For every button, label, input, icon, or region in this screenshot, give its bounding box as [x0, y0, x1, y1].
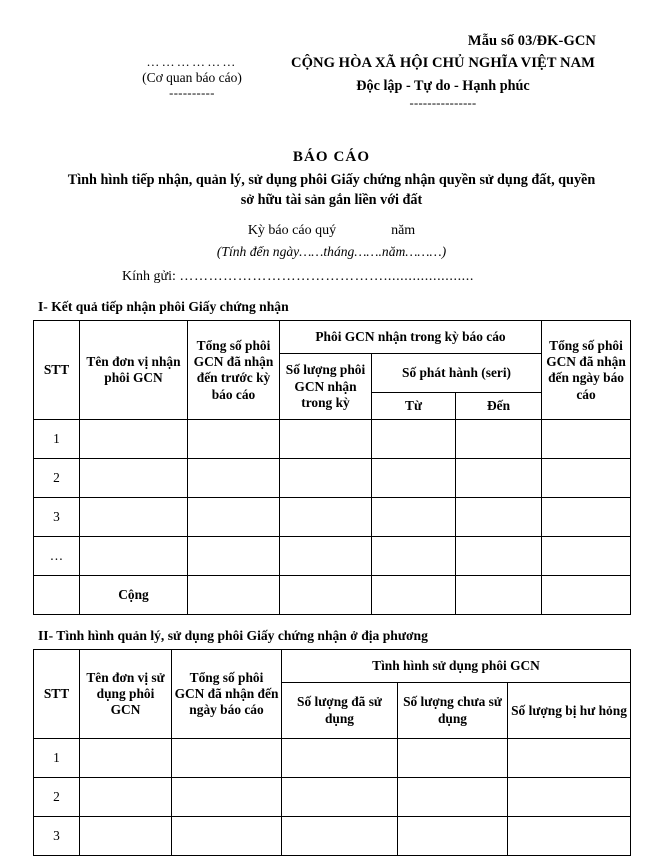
cell-unit-name[interactable] — [80, 817, 172, 856]
cell-stt — [34, 576, 80, 615]
table-row — [34, 817, 631, 856]
th-received-group: Phôi GCN nhận trong kỳ báo cáo — [280, 321, 542, 354]
agency-dotted-rule: ……………… — [146, 54, 238, 69]
cell-damaged[interactable] — [508, 817, 631, 856]
cell-unit-name[interactable] — [80, 537, 188, 576]
cell-unit-name[interactable] — [80, 420, 188, 459]
cell-quantity[interactable] — [280, 459, 372, 498]
cell-total-before[interactable] — [188, 537, 280, 576]
motto-rule: --------------- — [409, 96, 477, 110]
cell-serial-to[interactable] — [456, 537, 542, 576]
country-name: CỘNG HÒA XÃ HỘI CHỦ NGHĨA VIỆT NAM — [290, 55, 595, 71]
title-block — [33, 149, 630, 285]
cell-serial-to[interactable] — [456, 498, 542, 537]
recipient-dotted-blank: ……………………………………...................... — [179, 269, 474, 285]
cell-total-to-date[interactable] — [542, 537, 631, 576]
report-subtitle: Tình hình tiếp nhận, quản lý, sử dụng phôi Giấy chứng nhận quyền sử dụng đất, quyền sở hữu tài sản gắn liền với đất — [67, 172, 596, 209]
cell-stt: 3 — [34, 498, 80, 537]
th-serial-group: Số phát hành (seri) — [372, 354, 542, 393]
national-motto: Độc lập - Tự do - Hạnh phúc — [356, 78, 530, 94]
th-quantity: Số lượng phôi GCN nhận trong kỳ — [280, 354, 372, 420]
cell-unit-name[interactable] — [80, 459, 188, 498]
th-serial-to: Đến — [456, 393, 542, 420]
cell-serial-from[interactable] — [372, 420, 456, 459]
th-unit-name: Tên đơn vị nhận phôi GCN — [80, 321, 188, 420]
document-header — [33, 55, 630, 117]
table-total-row — [34, 576, 631, 615]
cell-serial-to[interactable] — [456, 576, 542, 615]
cell-total-before[interactable] — [188, 498, 280, 537]
th-total-before: Tổng số phôi GCN đã nhận đến trước kỳ báo cáo — [188, 321, 280, 420]
table-receipt-results — [33, 320, 631, 615]
cell-serial-from[interactable] — [372, 537, 456, 576]
th-unit-name: Tên đơn vị sử dụng phôi GCN — [80, 650, 172, 739]
cell-total-before[interactable] — [188, 459, 280, 498]
th-stt: STT — [34, 650, 80, 739]
period-quarter-label: Kỳ báo cáo quý — [247, 223, 337, 239]
cell-quantity[interactable] — [280, 576, 372, 615]
table-body — [34, 420, 631, 615]
as-of-date-line: (Tính đến ngày……tháng…….năm………) — [216, 244, 447, 260]
th-damaged: Số lượng bị hư hỏng — [508, 683, 631, 739]
cell-serial-from[interactable] — [372, 498, 456, 537]
table-usage-status — [33, 649, 631, 856]
form-code: Mẫu số 03/ĐK-GCN — [467, 33, 596, 49]
cell-total-to-date[interactable] — [542, 420, 631, 459]
table-body — [34, 739, 631, 856]
cell-used[interactable] — [282, 817, 398, 856]
section-two-heading: II- Tình hình quản lý, sử dụng phôi Giấy chứng nhận ở địa phương — [38, 628, 428, 644]
table-row — [34, 739, 631, 778]
cell-total-received[interactable] — [172, 817, 282, 856]
cell-serial-from[interactable] — [372, 459, 456, 498]
table-row — [34, 459, 631, 498]
agency-label: (Cơ quan báo cáo) — [142, 69, 242, 85]
cell-stt: 3 — [34, 817, 80, 856]
th-total-received: Tổng số phôi GCN đã nhận đến ngày báo cáo — [172, 650, 282, 739]
report-title: BÁO CÁO — [292, 149, 371, 165]
period-year-label: năm — [391, 223, 416, 239]
cell-unit-name[interactable] — [80, 739, 172, 778]
cell-damaged[interactable] — [508, 739, 631, 778]
table-header-row — [34, 650, 631, 683]
cell-total-to-date[interactable] — [542, 498, 631, 537]
cell-total-to-date[interactable] — [542, 459, 631, 498]
cell-quantity[interactable] — [280, 420, 372, 459]
cell-stt: 2 — [34, 778, 80, 817]
cell-total-received[interactable] — [172, 739, 282, 778]
th-used: Số lượng đã sử dụng — [282, 683, 398, 739]
table-row — [34, 498, 631, 537]
cell-quantity[interactable] — [280, 537, 372, 576]
cell-stt: 2 — [34, 459, 80, 498]
th-stt: STT — [34, 321, 80, 420]
cell-stt: 1 — [34, 739, 80, 778]
recipient-label: Kính gửi: — [122, 269, 176, 285]
cell-quantity[interactable] — [280, 498, 372, 537]
agency-dashed-rule: ---------- — [169, 85, 215, 100]
cell-serial-from[interactable] — [372, 576, 456, 615]
cell-unused[interactable] — [398, 817, 508, 856]
cell-unused[interactable] — [398, 739, 508, 778]
th-unused: Số lượng chưa sử dụng — [398, 683, 508, 739]
national-heading-block — [253, 55, 633, 111]
cell-total-label: Cộng — [80, 576, 188, 615]
table-row — [34, 537, 631, 576]
cell-stt: 1 — [34, 420, 80, 459]
cell-stt: … — [34, 537, 80, 576]
cell-total-to-date[interactable] — [542, 576, 631, 615]
report-period-line — [33, 223, 630, 239]
recipient-line — [33, 269, 630, 285]
cell-serial-to[interactable] — [456, 420, 542, 459]
cell-used[interactable] — [282, 739, 398, 778]
cell-total-before[interactable] — [188, 420, 280, 459]
table-header-row — [34, 321, 631, 354]
cell-serial-to[interactable] — [456, 459, 542, 498]
th-serial-from: Từ — [372, 393, 456, 420]
cell-total-before[interactable] — [188, 576, 280, 615]
cell-unit-name[interactable] — [80, 498, 188, 537]
th-total-to-date: Tổng số phôi GCN đã nhận đến ngày báo cáo — [542, 321, 631, 420]
th-usage-group: Tình hình sử dụng phôi GCN — [282, 650, 631, 683]
table-row — [34, 420, 631, 459]
section-one-heading: I- Kết quả tiếp nhận phôi Giấy chứng nhận — [38, 299, 289, 315]
